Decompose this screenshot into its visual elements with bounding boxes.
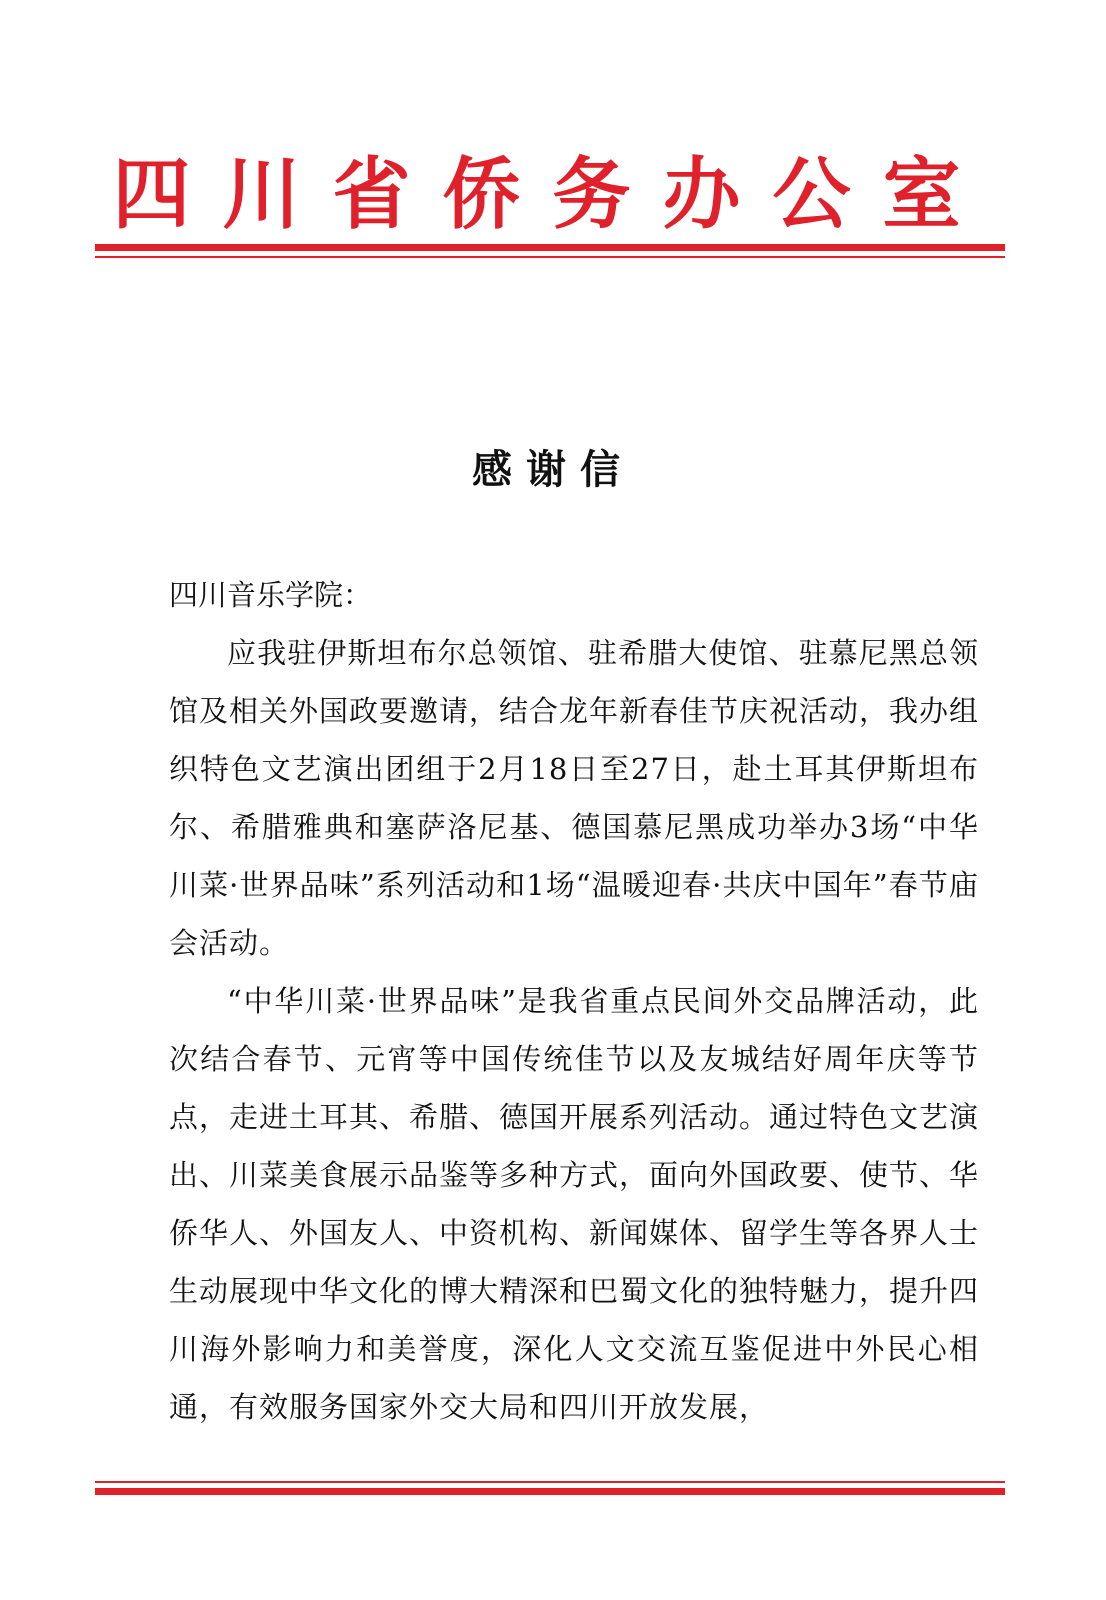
letter-title: 感谢信 — [472, 446, 634, 493]
letter-body — [169, 624, 979, 1436]
letterhead-top-rule-thick — [95, 244, 1005, 251]
footer-rule-thick — [95, 1488, 1005, 1495]
letter-paragraph-2: “中华川菜·世界品味”是我省重点民间外交品牌活动，此次结合春节、元宵等中国传统佳节以及友城结好周年庆等节点，走进土耳其、希腊、德国开展系列活动。通过特色文艺演出、川菜美食展示品鉴等多种方式，面向外国政要、使节、华侨华人、外国友人、中资机构、新闻媒体、留学生等各界人士生动展现中华文化的博大精深和巴蜀文化的独特魅力，提升四川海外影响力和美誉度，深化人文交流互鉴促进中外民心相通，有效服务国家外交大局和四川开放发展， — [169, 984, 980, 1424]
letterhead-top-rule-thin — [95, 256, 1005, 258]
footer-rule-thin — [95, 1481, 1005, 1483]
letter-salutation: 四川音乐学院： — [169, 578, 373, 612]
letterhead-org-name: 四川省侨务办公室 — [112, 149, 993, 240]
letter-paragraph-1: 应我驻伊斯坦布尔总领馆、驻希腊大使馆、驻慕尼黑总领馆及相关外国政要邀请，结合龙年新春佳节庆祝活动，我办组织特色文艺演出团组于2月18日至27日，赴土耳其伊斯坦布尔、希腊雅典和塞萨洛尼基、德国慕尼黑成功举办3场“中华川菜·世界品味”系列活动和1场“温暖迎春·共庆中国年”春节庙会活动。 — [169, 636, 980, 960]
